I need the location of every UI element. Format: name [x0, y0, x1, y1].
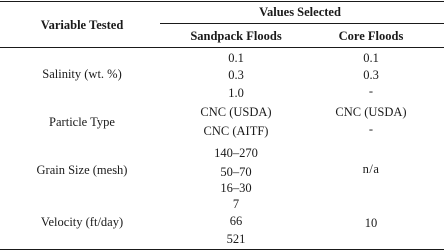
grain-size-core-value: n/a [362, 162, 380, 176]
bottom-rule [0, 249, 444, 250]
grain-size-sandpack-value: 50–70 [220, 165, 252, 179]
salinity-core-value: 0.1 [363, 51, 379, 65]
salinity-sandpack-value: 0.3 [228, 68, 244, 82]
velocity-sandpack-value: 521 [226, 232, 246, 246]
grain-size-sandpack-value: 140–270 [214, 146, 258, 160]
row-label-velocity: Velocity (ft/day) [40, 215, 124, 229]
header-core-floods: Core Floods [338, 29, 404, 43]
salinity-core-value: - [368, 84, 374, 98]
header-values-selected: Values Selected [259, 5, 341, 19]
salinity-sandpack-value: 0.1 [228, 51, 244, 65]
header-sandpack-floods: Sandpack Floods [190, 29, 282, 43]
row-label-salinity: Salinity (wt. %) [42, 67, 122, 81]
row-label-grain-size: Grain Size (mesh) [36, 163, 128, 177]
top-rule [0, 1, 444, 2]
group-header-rule [160, 23, 444, 24]
velocity-core-value: 10 [364, 216, 378, 230]
particle-type-sandpack-value: CNC (AITF) [203, 124, 269, 138]
velocity-sandpack-value: 66 [229, 214, 243, 228]
header-variable-tested: Variable Tested [40, 18, 124, 32]
grain-size-sandpack-value: 16–30 [220, 181, 252, 195]
header-rule [0, 47, 444, 48]
particle-type-core-value: CNC (USDA) [335, 105, 407, 119]
salinity-core-value: 0.3 [363, 68, 379, 82]
row-label-particle-type: Particle Type [49, 115, 115, 129]
particle-type-sandpack-value: CNC (USDA) [200, 105, 272, 119]
salinity-sandpack-value: 1.0 [228, 86, 244, 100]
particle-type-core-value: - [368, 122, 374, 136]
velocity-sandpack-value: 7 [232, 197, 240, 211]
